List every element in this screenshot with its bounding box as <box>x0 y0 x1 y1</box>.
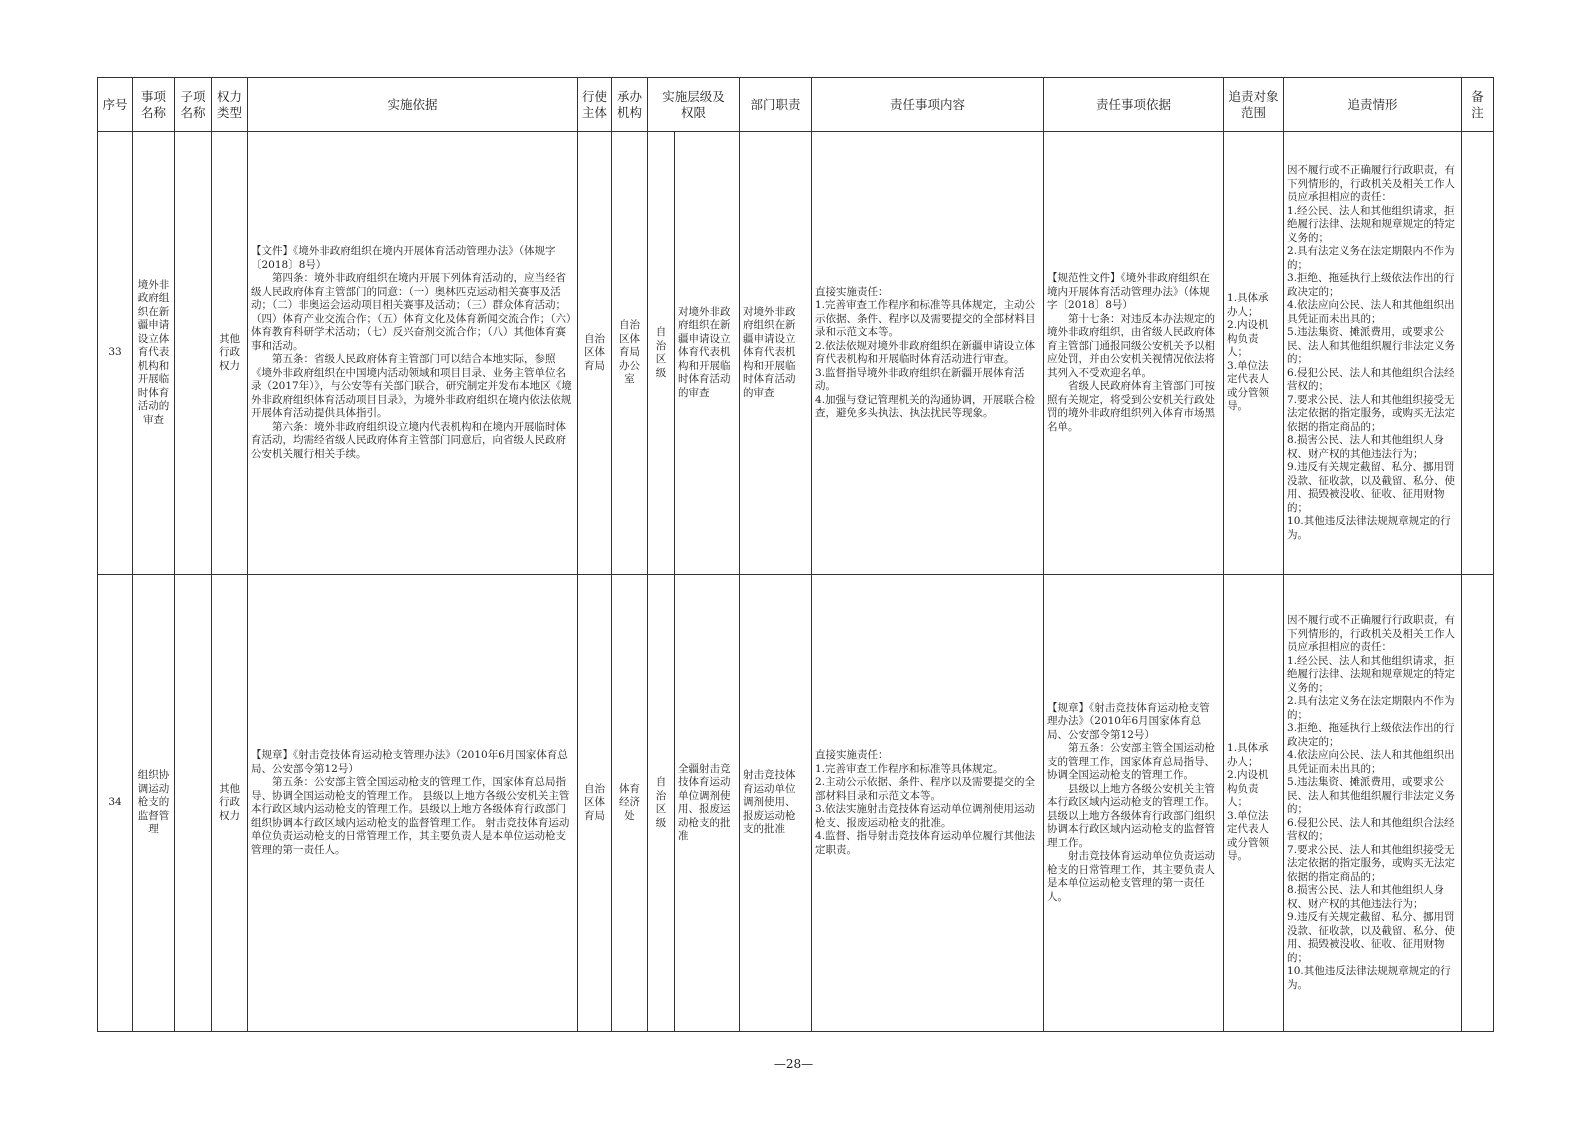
page-number: —28— <box>773 1057 814 1071</box>
header-power-type: 权力 类型 <box>212 78 248 132</box>
cell-remarks <box>1462 132 1494 575</box>
cell-sub-item <box>175 132 212 575</box>
cell-resp-content: 直接实施责任： 1.完善审查工作程序和标准等具体规定，主动公示依据、条件、程序以及需要提交的全部材料目录和示范文本等。 2.依法依规对境外非政府组织在新疆申请设立体育代表机构和开展临时体育活动进行审查。 3.监督指导境外非政府组织在新疆开展体育活动。 4.加强与登记管理机关的沟通协调，开展联合检查，避免多头执法、执法扰民等现象。 <box>812 132 1044 575</box>
header-agency: 承办 机构 <box>612 78 648 132</box>
cell-agency: 自治 区体 育局 办公 室 <box>612 132 648 575</box>
cell-scope: 1.具体承 办人； 2.内设机 构负责 人； 3.单位法 定代表人 或分管领 导。 <box>1224 132 1284 575</box>
table-header-row <box>98 78 1494 132</box>
header-duty: 部门职责 <box>740 78 812 132</box>
header-subject: 行使 主体 <box>578 78 612 132</box>
cell-power-type: 其他 行政 权力 <box>212 132 248 575</box>
cell-basis: 【文件】《境外非政府组织在境内开展体育活动管理办法》（体规字〔2018〕8号） 第四条：境外非政府组织在境内开展下列体育活动的，应当经省级人民政府体育主管部门的同意：（一）奥林匹克运动相关赛事及活动；（二）非奥运会运动项目相关赛事及活动；（三）群众体育活动；（四）体育产业交流合作；（五）体育文化及体育新闻交流合作；（六）体育教育科研学术活动；（七）反兴奋剂交流合作；（八）其他体育赛事和活动。 第五条：省级人民政府体育主管部门可以结合本地实际，参照《境外非政府组织在中国境内活动领域和项目目录、业务主管单位名录（2017年）》，与公安等有关部门联合，研究制定并发布本地区《境外非政府组织体育活动项目目录》，为境外非政府组织在境内依法依规开展体育活动提供具体指引。 第六条：境外非政府组织设立境内代表机构和在境内开展临时体育活动，均需经省级人民政府体育主管部门同意后，向省级人民政府公安机关履行相关手续。 <box>248 132 578 575</box>
cell-subject: 自治 区体 育局 <box>578 575 612 1032</box>
header-level: 实施层级及 权限 <box>648 78 740 132</box>
cell-level-b: 全疆射击竞 技体育运动 单位调剂使 用、报废运 动枪支的批 准 <box>675 575 740 1032</box>
cell-subject: 自治 区体 育局 <box>578 132 612 575</box>
header-resp-basis: 责任事项依据 <box>1044 78 1224 132</box>
responsibility-table <box>97 77 1494 1032</box>
cell-basis: 【规章】《射击竞技体育运动枪支管理办法》（2010年6月国家体育总局、公安部令第12号） 第五条：公安部主管全国运动枪支的管理工作，国家体育总局指导、协调全国运动枪支的管理工作。 县级以上地方各级公安机关主管本行政区域内运动枪支的管理工作。县级以上地方各级体育行政部门组织协调本行政区域内运动枪支的监督管理工作。 射击竞技体育运动单位负责运动枪支的日常管理工作，其主要负责人是本单位运动枪支管理的第一责任人。 <box>248 575 578 1032</box>
cell-circumstances: 因不履行或不正确履行行政职责，有下列情形的，行政机关及相关工作人员应承担相应的责任： 1.经公民、法人和其他组织请求，拒绝履行法律、法规和规章规定的特定义务的； 2.具有法定义务在法定期限内不作为的； 3.拒绝、拖延执行上级依法作出的行政决定的； 4.依法应向公民、法人和其他组织出具凭证而未出具的； 5.违法集资、摊派费用，或要求公民、法人和其他组织履行非法定义务的； 6.侵犯公民、法人和其他组织合法经营权的； 7.要求公民、法人和其他组织接受无法定依据的指定服务，或购买无法定依据的指定商品的； 8.损害公民、法人和其他组织人身权、财产权的其他违法行为； 9.违反有关规定截留、私分、挪用罚没款、征收款，以及截留、私分、使用、损毁被没收、征收、征用财物的； 10.其他违反法律法规规章规定的行为。 <box>1284 575 1462 1032</box>
table-row <box>98 132 1494 575</box>
header-resp-content: 责任事项内容 <box>812 78 1044 132</box>
table-row <box>98 575 1494 1032</box>
cell-level-b: 对境外非政 府组织在新 疆申请设立 体育代表机 构和开展临 时体育活动 的审查 <box>675 132 740 575</box>
cell-duty: 对境外非政 府组织在新 疆申请设立 体育代表机 构和开展临 时体育活动 的审查 <box>740 132 812 575</box>
cell-resp-basis: 【规章】《射击竞技体育运动枪支管理办法》（2010年6月国家体育总局、公安部令第12号） 第五条：公安部主管全国运动枪支的管理工作，国家体育总局指导、协调全国运动枪支的管理工作。 县级以上地方各级公安机关主管本行政区域内运动枪支的管理工作。县级以上地方各级体育行政部门组织协调本行政区域内运动枪支的监督管理工作。 射击竞技体育运动单位负责运动枪支的日常管理工作，其主要负责人是本单位运动枪支管理的第一责任人。 <box>1044 575 1224 1032</box>
cell-circumstances: 因不履行或不正确履行行政职责，有下列情形的，行政机关及相关工作人员应承担相应的责任： 1.经公民、法人和其他组织请求，拒绝履行法律、法规和规章规定的特定义务的； 2.具有法定义务在法定期限内不作为的； 3.拒绝、拖延执行上级依法作出的行政决定的； 4.依法应向公民、法人和其他组织出具凭证而未出具的； 5.违法集资、摊派费用，或要求公民、法人和其他组织履行非法定义务的； 6.侵犯公民、法人和其他组织合法经营权的； 7.要求公民、法人和其他组织接受无法定依据的指定服务，或购买无法定依据的指定商品的； 8.损害公民、法人和其他组织人身权、财产权的其他违法行为； 9.违反有关规定截留、私分、挪用罚没款、征收款，以及截留、私分、使用、损毁被没收、征收、征用财物的； 10.其他违反法律法规规章规定的行为。 <box>1284 132 1462 575</box>
cell-sub-item <box>175 575 212 1032</box>
cell-seq: 34 <box>98 575 133 1032</box>
cell-agency: 体育 经济 处 <box>612 575 648 1032</box>
cell-duty: 射击竞技体 育运动单位 调剂使用、 报废运动枪 支的批准 <box>740 575 812 1032</box>
cell-item-name: 境外非 政府组 织在新 疆申请 设立体 育代表 机构和 开展临 时体育 活动的 审查 <box>133 132 175 575</box>
cell-item-name: 组织协 调运动 枪支的 监督管 理 <box>133 575 175 1032</box>
header-item-name: 事项 名称 <box>133 78 175 132</box>
cell-level-a: 自治 区级 <box>648 575 675 1032</box>
header-circumstances: 追责情形 <box>1284 78 1462 132</box>
header-basis: 实施依据 <box>248 78 578 132</box>
header-scope: 追责对象 范围 <box>1224 78 1284 132</box>
cell-remarks <box>1462 575 1494 1032</box>
cell-resp-basis: 【规范性文件】《境外非政府组织在境内开展体育活动管理办法》（体规字〔2018〕8号） 第十七条：对违反本办法规定的境外非政府组织，由省级人民政府体育主管部门通报同级公安机关予以相应处罚，并由公安机关视情况依法将其列入不受欢迎名单。 省级人民政府体育主管部门可按照有关规定，将受到公安机关行政处罚的境外非政府组织列入体育市场黑名单。 <box>1044 132 1224 575</box>
cell-resp-content: 直接实施责任： 1.完善审查工作程序和标准等具体规定。 2.主动公示依据、条件、程序以及需要提交的全部材料目录和示范文本等。 3.依法实施射击竞技体育运动单位调剂使用运动枪支、报废运动枪支的批准。 4.监督、指导射击竞技体育运动单位履行其他法定职责。 <box>812 575 1044 1032</box>
cell-scope: 1.具体承 办人； 2.内设机 构负责 人； 3.单位法 定代表人 或分管领 导。 <box>1224 575 1284 1032</box>
cell-seq: 33 <box>98 132 133 575</box>
header-remarks: 备 注 <box>1462 78 1494 132</box>
header-seq: 序号 <box>98 78 133 132</box>
cell-level-a: 自治 区级 <box>648 132 675 575</box>
header-sub-item: 子项 名称 <box>175 78 212 132</box>
cell-power-type: 其他 行政 权力 <box>212 575 248 1032</box>
